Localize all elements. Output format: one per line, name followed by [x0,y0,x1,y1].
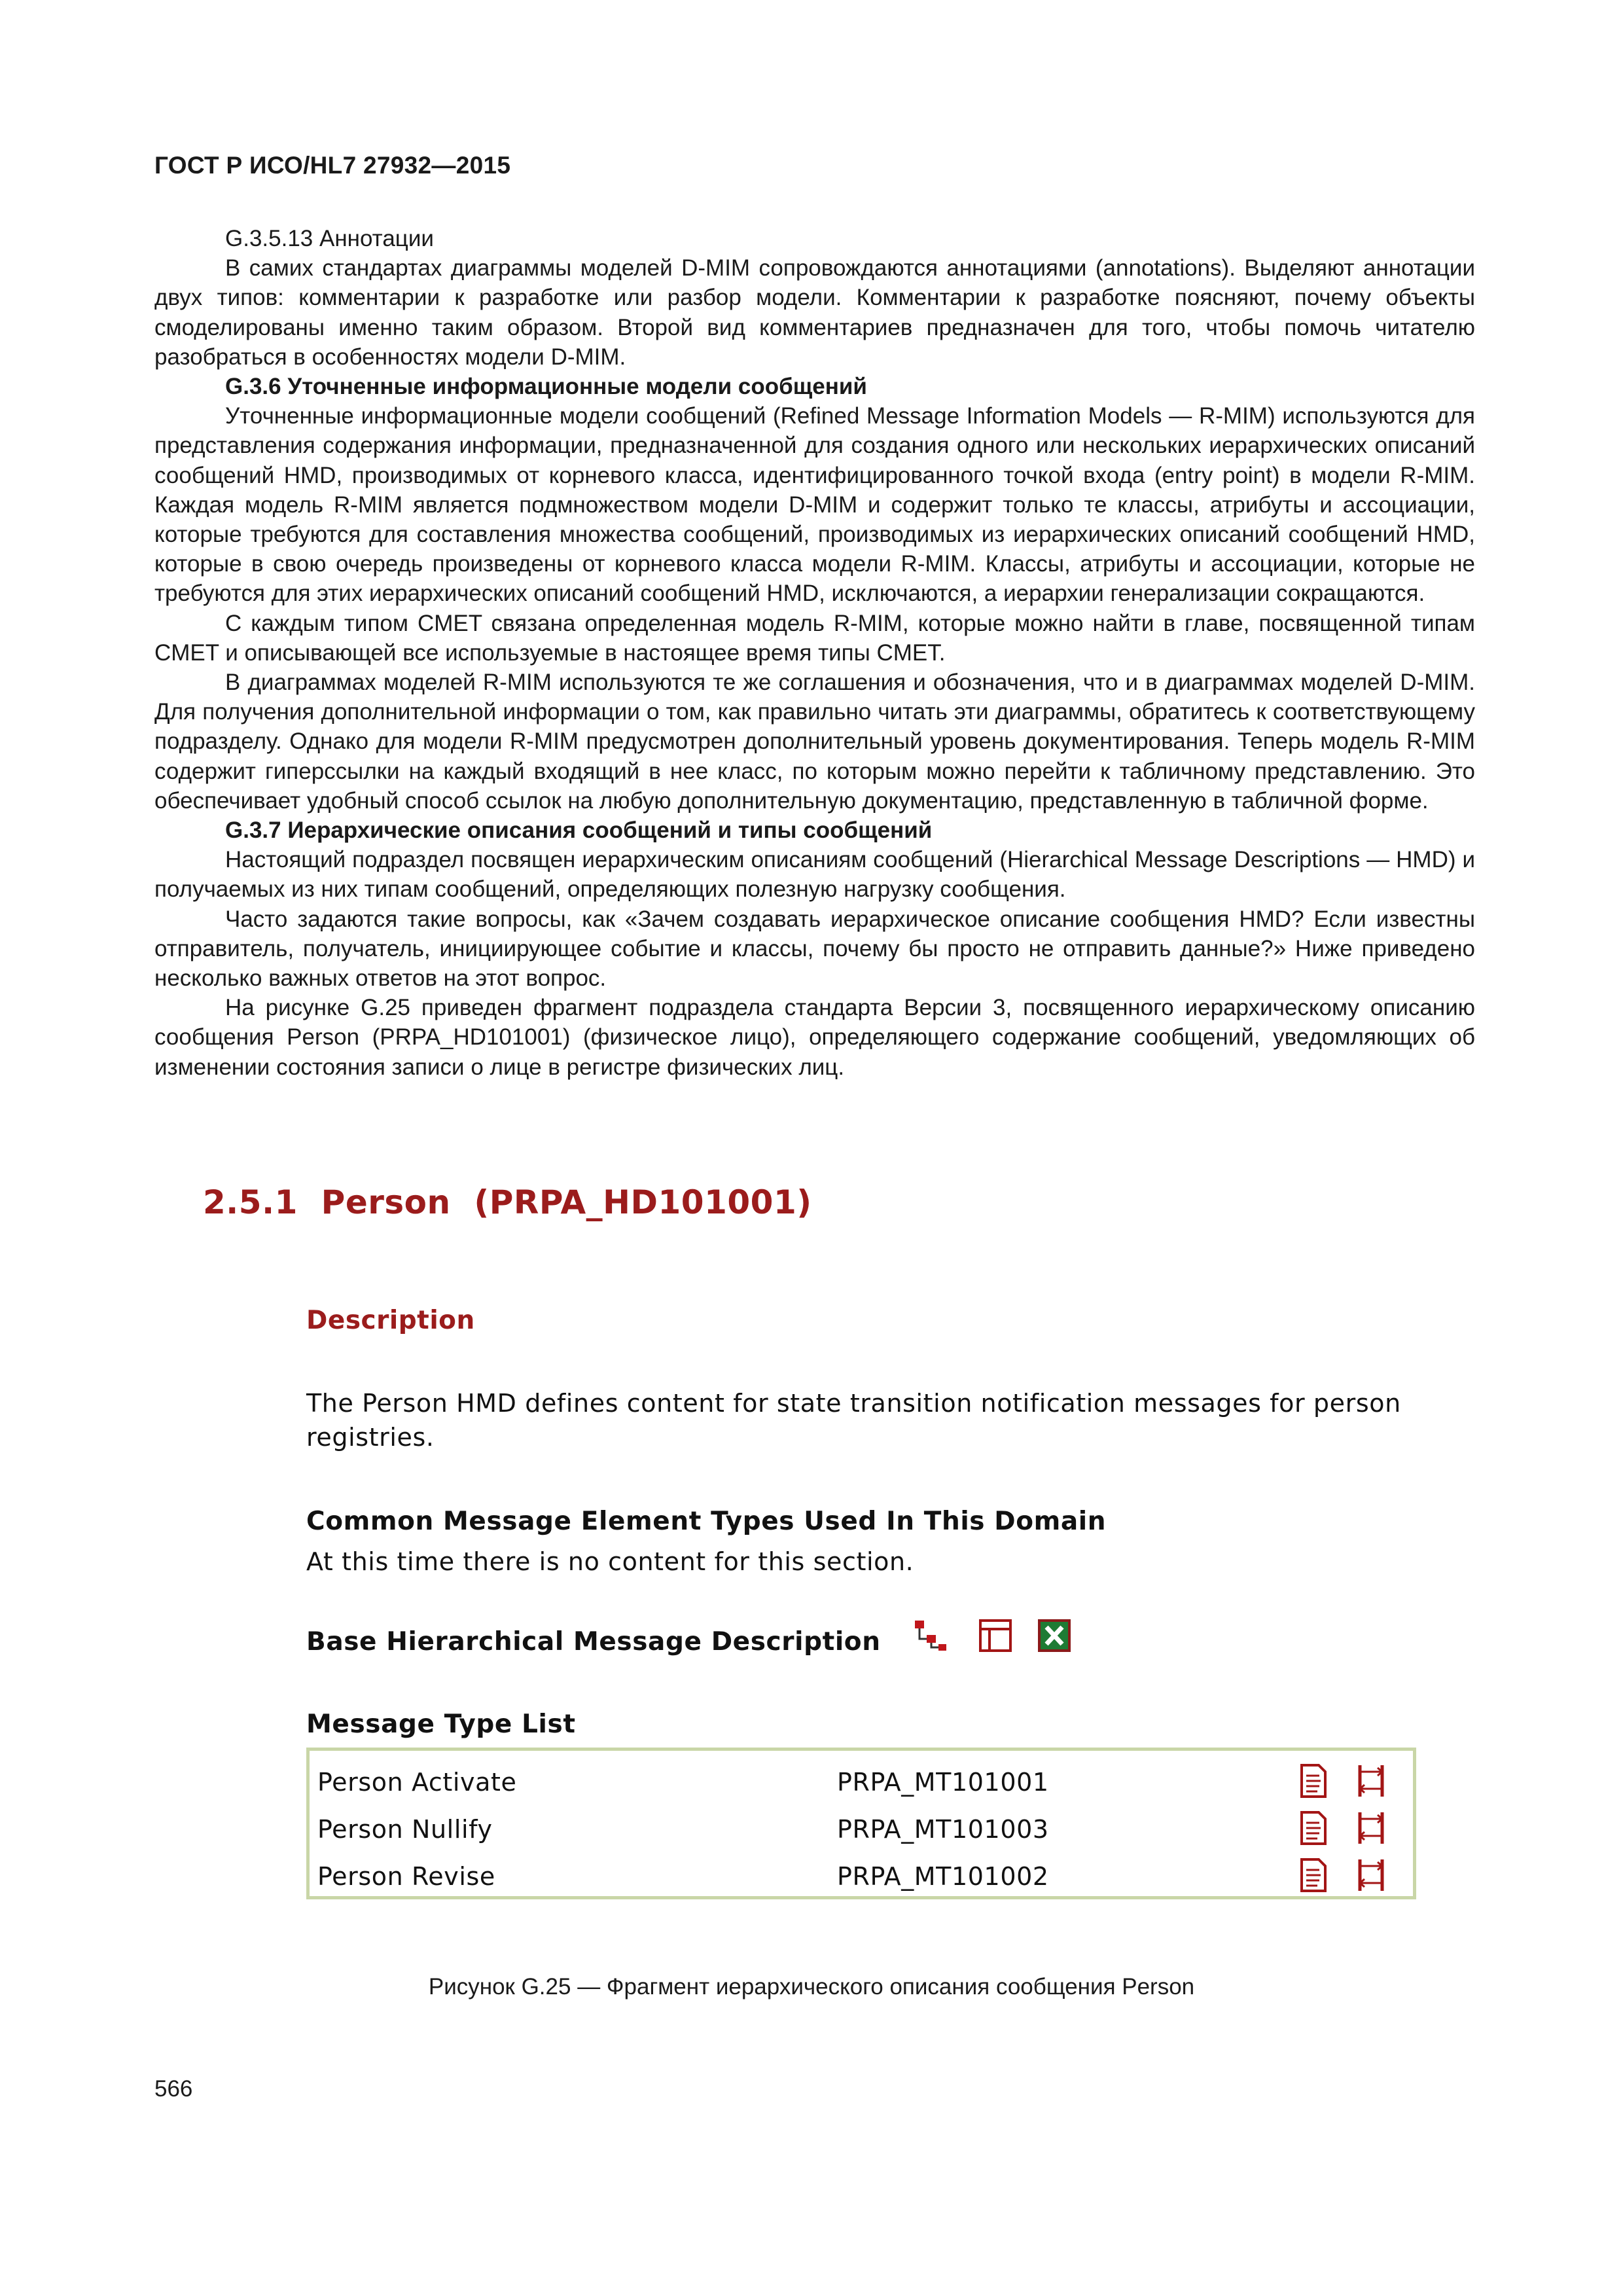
table-row [310,1759,1413,1806]
message-type-name[interactable]: Person Revise [317,1862,495,1891]
paragraph: В самих стандартах диаграммы моделей D-MIM сопровождаются аннотациями (annotations). Выделяют аннотации двух типов: комментарии к разработке или разбор модели. Комментарии к разработке поясняют, почему объекты смоделированы именно таким образом. Второй вид комментариев предназначен для того, чтобы помочь читателю разобраться в особенностях модели D-MIM. [154,255,1475,370]
section-heading: G.3.7 Иерархические описания сообщений и типы сообщений [225,817,933,844]
section-heading: G.3.6 Уточненные информационные модели сообщений [225,374,867,400]
paragraph: G.3.5.13 Аннотации [225,226,434,251]
figure-title: 2.5.1 Person (PRPA_HD101001) [203,1183,812,1221]
description-heading: Description [306,1306,475,1335]
message-type-name[interactable]: Person Activate [317,1768,517,1797]
body-text [154,224,1475,1082]
base-hmd-icons [906,1618,1076,1655]
document-header: ГОСТ Р ИСО/HL7 27932—2015 [154,152,511,179]
paragraph: С каждым типом CMET связана определенная модель R-MIM, которые можно найти в главе, посвященной типам CMET и описывающей все используемые в настоящее время типы CMET. [154,610,1475,666]
message-type-id: PRPA_MT101001 [837,1768,1049,1797]
message-type-name[interactable]: Person Nullify [317,1815,493,1844]
document-icon[interactable] [1298,1810,1329,1846]
paragraph: Часто задаются такие вопросы, как «Зачем создавать иерархическое описание сообщения HMD? Если известны отправитель, получатель, инициирующее событие и классы, почему бы просто не отправить данные?» Ниже приведено несколько важных ответов на этот вопрос. [154,906,1475,992]
paragraph: Уточненные информационные модели сообщений (Refined Message Information Models — R-MIM) используются для представления содержания информации, предназначенной для создания одного или нескольких иерархических описаний сообщений HMD, производимых от корневого класса, идентифицированного точкой входа (entry point) в модели R-MIM. Каждая модель R-MIM является подмножеством модели D-MIM и содержит только те классы, атрибуты и ассоциации, которые требуются для составления множества сообщений, производимых из иерархических описаний сообщений HMD, которые в свою очередь произведены от корневого класса модели R-MIM. Классы, атрибуты и ассоциации, которые не требуются для этих иерархических описаний сообщений HMD, исключаются, а иерархии генерализации сокращаются. [154,403,1475,607]
paragraph: Настоящий подраздел посвящен иерархическим описаниям сообщений (Hierarchical Message Descriptions — HMD) и получаемых из них типам сообщений, определяющих полезную нагрузку сообщения. [154,847,1475,903]
message-type-table [306,1748,1416,1899]
message-type-heading: Message Type List [306,1710,576,1739]
table-view-icon[interactable] [978,1618,1014,1655]
excel-icon[interactable] [1037,1618,1073,1655]
interaction-icon[interactable] [1355,1810,1387,1846]
document-icon[interactable] [1298,1763,1329,1799]
document-icon[interactable] [1298,1857,1329,1893]
interaction-icon[interactable] [1355,1763,1387,1799]
page-number: 566 [154,2076,193,2102]
description-text: The Person HMD defines content for state transition notification messages for person registries. [306,1389,1401,1452]
cmet-heading: Common Message Element Types Used In This Domain [306,1507,1107,1536]
paragraph: В диаграммах моделей R-MIM используются те же соглашения и обозначения, что и в диаграммах моделей D-MIM. Для получения дополнительной информации о том, как правильно читать эти диаграммы, обратитесь к соответствующему подразделу. Однако для модели R-MIM предусмотрен дополнительный уровень документирования. Теперь модель R-MIM содержит гиперссылки на каждый входящий в нее класс, по которым можно перейти к табличному представлению. Это обеспечивает удобный способ ссылок на любую дополнительную документацию, представленную в табличной форме. [154,670,1475,814]
interaction-icon[interactable] [1355,1857,1387,1893]
message-type-id: PRPA_MT101002 [837,1862,1049,1891]
table-row [310,1853,1413,1900]
cmet-text: At this time there is no content for this section. [306,1547,914,1576]
base-hmd-heading: Base Hierarchical Message Description [306,1627,881,1657]
table-row [310,1806,1413,1853]
message-type-id: PRPA_MT101003 [837,1815,1049,1844]
figure-caption: Рисунок G.25 — Фрагмент иерархического описания сообщения Person [428,1974,1195,2000]
paragraph: На рисунке G.25 приведен фрагмент подраздела стандарта Версии 3, посвященного иерархическому описанию сообщения Person (PRPA_HD101001) (физическое лицо), определяющего содержание сообщений, уведомляющих об изменении состояния записи о лице в регистре физических лиц. [154,995,1475,1080]
hierarchy-icon[interactable] [912,1618,949,1655]
